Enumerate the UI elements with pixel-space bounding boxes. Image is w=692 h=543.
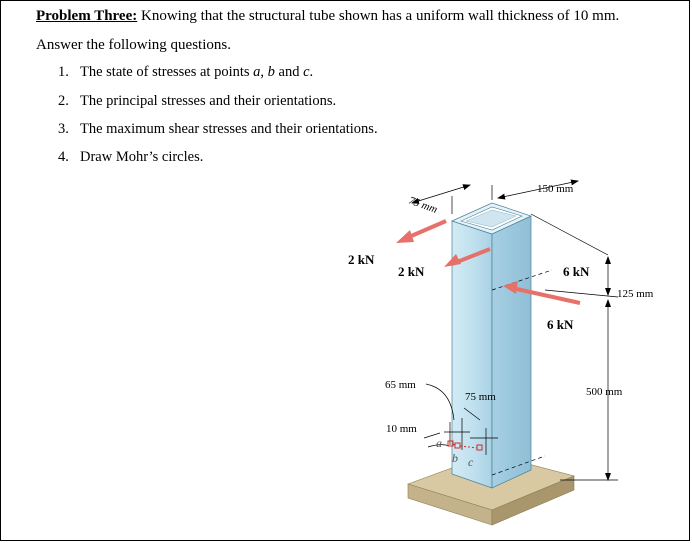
- question-text: The principal stresses and their orientations.: [80, 93, 337, 109]
- dim-height-500: 500 mm: [586, 386, 623, 398]
- question-text: .: [309, 64, 314, 80]
- point-a-label: a: [253, 64, 261, 80]
- force-2kn-outer: 2 kN: [348, 252, 375, 267]
- dim-wall-10: 10 mm: [386, 423, 417, 435]
- point-b-label: b: [267, 64, 275, 80]
- problem-label: Problem Three:: [36, 8, 138, 24]
- question-number: 4.: [58, 149, 69, 165]
- dim-width-75: 75 mm: [406, 194, 439, 216]
- dim-65: 65 mm: [385, 379, 416, 391]
- force-2kn-inner: 2 kN: [398, 264, 425, 279]
- problem-instruction: Answer the following questions.: [36, 37, 231, 53]
- force-6kn-lower: 6 kN: [547, 317, 574, 332]
- force-6kn-upper: 6 kN: [563, 264, 590, 279]
- question-text: and: [274, 64, 304, 80]
- point-c: c: [468, 455, 474, 469]
- point-b: b: [452, 451, 458, 465]
- question-number: 1.: [58, 64, 69, 80]
- dim-height-125: 125 mm: [617, 288, 654, 300]
- question-text: The maximum shear stresses and their orientations.: [80, 121, 378, 137]
- question-text: ,: [260, 64, 268, 80]
- dim-depth-150: 150 mm: [537, 183, 574, 195]
- structural-tube: [452, 203, 531, 488]
- point-c-label: c: [303, 64, 310, 80]
- question-text: The state of stresses at points: [80, 64, 254, 80]
- problem-statement: Knowing that the structural tube shown has a uniform wall thickness of 10 mm.: [141, 8, 620, 24]
- point-a: a: [436, 436, 442, 450]
- question-number: 2.: [58, 93, 69, 109]
- question-number: 3.: [58, 121, 69, 137]
- question-text: Draw Mohr’s circles.: [80, 149, 204, 165]
- dim-75-inner: 75 mm: [465, 391, 496, 403]
